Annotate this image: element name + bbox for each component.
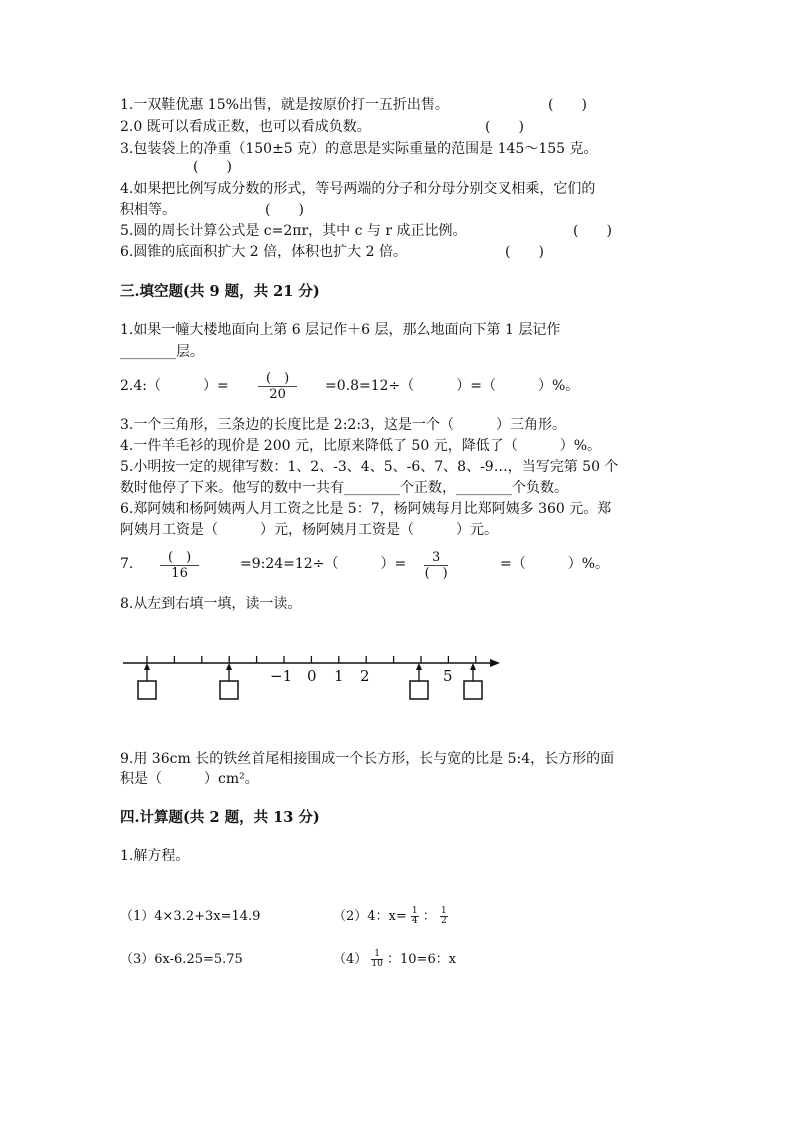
equation-3: （3）6x-6.25=5.75 [120,952,243,967]
section-title: 四.计算题(共 2 题，共 13 分) [120,809,320,826]
section-title: 三.填空题(共 9 题，共 21 分) [120,283,320,300]
fill-q3: 3.一个三角形，三条边的长度比是 2:2:3，这是一个（ ）三角形。 [120,417,566,433]
fraction [160,550,199,581]
fraction-numerator: ( ) [160,550,199,566]
answer-box-pointer [220,663,238,699]
answer-blank: ( ) [505,244,544,260]
answer-box [220,681,238,699]
fill-q6-line2: 阿姨月工资是（ ）元，杨阿姨月工资是（ ）元。 [120,522,498,538]
fraction-denominator: ( ) [424,566,448,581]
fraction-denominator: 16 [171,566,188,581]
judge-q1: 1.一双鞋优惠 15%出售，就是按原价打一五折出售。 [120,97,449,113]
equation-2: （2）4：x= $\frac{1}{4}$ ： $\frac{1}{2}$ [333,906,447,926]
tick-label: 5 [443,667,453,685]
fill-q5-line2: 数时他停了下来。他写的数中一共有________个正数，________个负数。 [120,480,568,496]
number-line-figure [118,645,508,707]
fraction: $\frac{1}{2}$ [440,906,447,926]
fraction [424,550,448,581]
fill-q7-a: 7. [120,556,134,572]
judge-q4-line2: 积相等。 [120,202,176,218]
tick-label: 1 [334,667,344,685]
fill-q9-line2: 积是（ ）cm²。 [120,771,259,787]
fraction-numerator: ( ) [258,371,297,387]
fill-q1-line2: ________层。 [120,344,204,360]
tick-marks [147,656,476,663]
fraction [258,371,297,402]
answer-box [138,681,156,699]
tick-labels [270,667,453,685]
fill-q2-b: =0.8=12÷（ ）=（ ）%。 [325,378,580,394]
equation-4: （4） $\frac{1}{10}$ ：10=6：x [333,949,457,969]
fill-q9-line1: 9.用 36cm 长的铁丝首尾相接围成一个长方形，长与宽的比是 5:4，长方形的面 [120,751,615,767]
tick-label: 2 [360,667,370,685]
calc-q1: 1.解方程。 [120,848,190,864]
judge-q3: 3.包装袋上的净重（150±5 克）的意思是实际重量的范围是 145～155 克。 [120,141,598,157]
fill-q4: 4.一件羊毛衫的现价是 200 元，比原来降低了 50 元，降低了（ ）%。 [120,438,601,454]
judge-q5: 5.圆的周长计算公式是 c=2πr，其中 c 与 r 成正比例。 [120,223,467,239]
fill-q7-b: =9:24=12÷（ ）= [240,556,407,572]
answer-box [410,681,428,699]
fraction: $\frac{1}{10}$ [371,949,383,969]
judge-q4-line1: 4.如果把比例写成分数的形式，等号两端的分子和分母分别交叉相乘，它们的 [120,181,596,197]
answer-box-pointer [410,663,428,699]
fill-q8: 8.从左到右填一填，读一读。 [120,596,302,612]
fill-q7-c: =（ ）%。 [500,556,610,572]
tick-label: −1 [270,667,293,685]
tick-label: 0 [307,667,317,685]
fill-q5-line1: 5.小明按一定的规律写数：1、2、-3、4、5、-6、7、8、-9…，当写完第 50 个 [120,459,619,475]
answer-box [464,681,482,699]
answer-box-pointer [138,663,156,699]
answer-box-pointer [464,663,482,699]
answer-blank: ( ) [548,97,587,113]
answer-blank: ( ) [193,159,232,175]
answer-blank: ( ) [265,202,304,218]
fill-q6-line1: 6.郑阿姨和杨阿姨两人月工资之比是 5：7，杨阿姨每月比郑阿姨多 360 元。郑 [120,501,612,517]
fill-q2-a: 2.4:（ ）= [120,378,229,394]
equation-1: （1）4×3.2+3x=14.9 [120,909,261,924]
fraction-denominator: 20 [269,387,286,402]
fraction-numerator: 3 [424,550,448,566]
answer-blank: ( ) [573,223,612,239]
fraction: $\frac{1}{4}$ [411,906,418,926]
judge-q6: 6.圆锥的底面积扩大 2 倍，体积也扩大 2 倍。 [120,244,407,260]
judge-q2: 2.0 既可以看成正数，也可以看成负数。 [120,119,371,135]
answer-blank: ( ) [485,119,524,135]
fill-q1-line1: 1.如果一幢大楼地面向上第 6 层记作＋6 层，那么地面向下第 1 层记作 [120,322,561,338]
